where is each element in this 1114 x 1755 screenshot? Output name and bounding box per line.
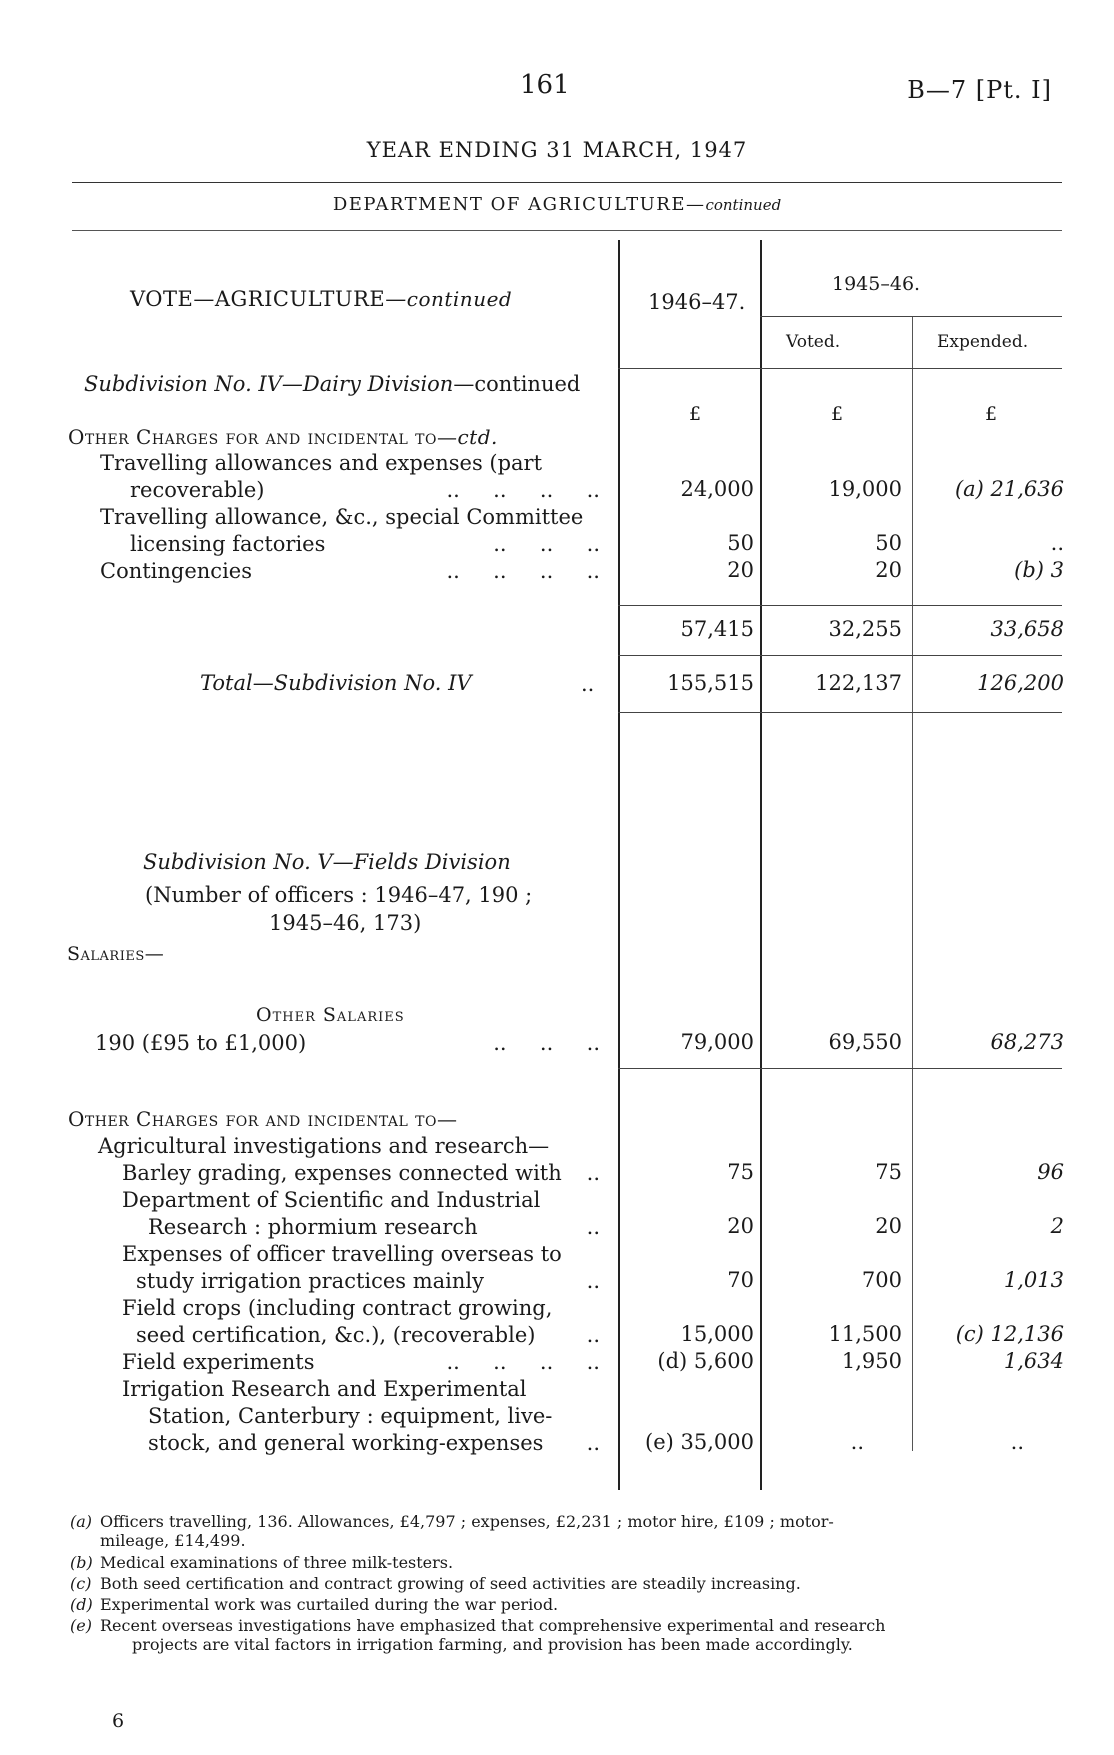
subtotal-voted: 32,255 xyxy=(828,617,902,641)
leader-dots: .. xyxy=(586,1161,600,1185)
footnote-e-tag: (e) xyxy=(70,1616,92,1635)
department-title xyxy=(0,194,1114,215)
overseas-line-1: Expenses of officer travelling overseas to xyxy=(122,1242,562,1266)
footnote-c xyxy=(70,1574,801,1593)
dsir-voted: 20 xyxy=(875,1214,902,1238)
header-bottom-rule xyxy=(618,368,1062,369)
travel-line-2-text: recoverable) xyxy=(130,478,265,502)
field-experiments-1946: (d) 5,600 xyxy=(657,1349,754,1373)
field-crops-line-2 xyxy=(136,1322,600,1349)
special-line-2-text: licensing factories xyxy=(130,532,326,556)
leader-dots: .. xyxy=(586,1323,600,1347)
footnote-d-text: Experimental work was curtailed during the war period. xyxy=(100,1595,559,1614)
contingencies-line xyxy=(100,558,600,585)
officers-line-1: (Number of officers : 1946–47, 190 ; xyxy=(145,883,533,907)
footnote-e-line-1: Recent overseas investigations have emphasized that comprehensive experimental and research xyxy=(100,1616,886,1635)
overseas-line-2-text: study irrigation practices mainly xyxy=(136,1269,485,1293)
barley-line xyxy=(122,1160,600,1187)
footnote-d-tag: (d) xyxy=(70,1595,93,1614)
officers-line-2: 1945–46, 173) xyxy=(269,911,422,935)
travel-line-2 xyxy=(130,477,600,504)
parliamentary-paper-reference: B—7 [Pt. I] xyxy=(907,76,1052,104)
salary-1946: 79,000 xyxy=(680,1030,754,1054)
field-crops-expended: (c) 12,136 xyxy=(955,1322,1064,1346)
subtotal-expended: 33,658 xyxy=(990,617,1064,641)
special-expended: .. xyxy=(1050,531,1064,555)
barley-text: Barley grading, expenses connected with xyxy=(122,1161,562,1185)
leader-dots: .. .. .. xyxy=(493,532,600,556)
overseas-1946: 70 xyxy=(727,1268,754,1292)
column-rule-left xyxy=(618,240,620,1490)
page-number: 161 xyxy=(520,70,570,100)
vote-name: VOTE—AGRICULTURE— xyxy=(130,287,407,311)
leader-dots: .. .. .. .. xyxy=(446,559,600,583)
footnote-d xyxy=(70,1595,558,1614)
barley-expended: 96 xyxy=(1037,1160,1064,1184)
travel-voted: 19,000 xyxy=(828,477,902,501)
footnote-c-text: Both seed certification and contract growing of seed activities are steadily increasing. xyxy=(100,1574,801,1593)
salaries-heading: Salaries— xyxy=(67,943,165,965)
leader-dots: .. xyxy=(586,1431,600,1455)
irrigation-line-1: Irrigation Research and Experimental xyxy=(122,1377,527,1401)
leader-dots: .. xyxy=(586,1269,600,1293)
special-1946: 50 xyxy=(727,531,754,555)
department-rule xyxy=(72,230,1062,231)
contingencies-text: Contingencies xyxy=(100,559,252,583)
field-crops-1946: 15,000 xyxy=(680,1322,754,1346)
footnote-e xyxy=(70,1616,885,1654)
leader-dots: .. .. .. .. xyxy=(446,1350,600,1374)
leader-dots: .. .. .. .. xyxy=(446,478,600,502)
irrigation-voted: .. xyxy=(850,1430,864,1454)
special-line-2 xyxy=(130,531,600,558)
footnote-a-line-1: Officers travelling, 136. Allowances, £4,797 ; expenses, £2,231 ; motor hire, £109 ; motor- xyxy=(100,1512,834,1531)
other-charges-ctd: ctd. xyxy=(457,425,498,449)
leader-dots: .. xyxy=(586,1215,600,1239)
other-salaries-heading: Other Salaries xyxy=(256,1004,405,1026)
total-expended: 126,200 xyxy=(977,671,1064,695)
total-subdivision-iv-label: Total—Subdivision No. IV xyxy=(200,671,472,695)
other-charges-text: Other Charges for and incidental to— xyxy=(68,425,458,449)
irrigation-line-2: Station, Canterbury : equipment, live- xyxy=(148,1404,553,1428)
salary-line-text: 190 (£95 to £1,000) xyxy=(95,1031,307,1055)
column-head-1946-47: 1946–47. xyxy=(648,290,746,314)
column-head-1945-46: 1945–46. xyxy=(832,273,921,295)
field-crops-voted: 11,500 xyxy=(828,1322,902,1346)
footnote-b xyxy=(70,1553,453,1572)
contingencies-expended: (b) 3 xyxy=(1014,558,1064,582)
currency-1946: £ xyxy=(689,403,702,425)
field-experiments-text: Field experiments xyxy=(122,1350,315,1374)
column-rule-voted-expended xyxy=(912,316,913,1451)
leader-dots: .. xyxy=(581,672,595,696)
currency-expended: £ xyxy=(985,403,998,425)
field-crops-line-1: Field crops (including contract growing, xyxy=(122,1296,553,1320)
vote-title xyxy=(130,287,512,311)
subdivision-iv-continued: —continued xyxy=(453,372,581,396)
subdivision-iv-title xyxy=(84,372,580,396)
contingencies-voted: 20 xyxy=(875,558,902,582)
footnote-a-line-2: mileage, £14,499. xyxy=(100,1531,246,1550)
total-rule-top xyxy=(618,655,1062,656)
field-experiments-expended: 1,634 xyxy=(1003,1349,1064,1373)
irrigation-expended: .. xyxy=(1010,1430,1024,1454)
contingencies-1946: 20 xyxy=(727,558,754,582)
field-experiments-line xyxy=(122,1349,600,1376)
officers-count xyxy=(145,881,532,937)
header-rule xyxy=(72,182,1062,183)
dsir-line-2 xyxy=(148,1214,600,1241)
travel-expended: (a) 21,636 xyxy=(954,477,1064,501)
field-experiments-voted: 1,950 xyxy=(841,1349,902,1373)
currency-voted: £ xyxy=(831,403,844,425)
footnote-b-text: Medical examinations of three milk-testers. xyxy=(100,1553,454,1572)
year-title: YEAR ENDING 31 MARCH, 1947 xyxy=(366,138,748,162)
footnote-c-tag: (c) xyxy=(70,1574,92,1593)
dsir-expended: 2 xyxy=(1050,1214,1064,1238)
travel-1946: 24,000 xyxy=(680,477,754,501)
total-voted: 122,137 xyxy=(815,671,902,695)
column-head-voted: Voted. xyxy=(786,332,841,352)
total-1946: 155,515 xyxy=(667,671,754,695)
irrigation-line-3 xyxy=(148,1430,600,1457)
dsir-line-1: Department of Scientific and Industrial xyxy=(122,1188,541,1212)
subdivision-iv-name: Subdivision No. IV—Dairy Division xyxy=(84,372,454,396)
irrigation-1946: (e) 35,000 xyxy=(645,1430,754,1454)
subtotal-rule xyxy=(618,605,1062,606)
irrigation-line-3-text: stock, and general working-expenses xyxy=(148,1431,544,1455)
agri-investigations-heading: Agricultural investigations and research— xyxy=(98,1134,550,1158)
overseas-voted: 700 xyxy=(861,1268,902,1292)
footnote-e-line-2: projects are vital factors in irrigation farming, and provision has been made accordingly. xyxy=(132,1635,853,1654)
sheet-number: 6 xyxy=(112,1710,125,1732)
other-charges-heading xyxy=(68,424,498,451)
department-continued: continued xyxy=(705,196,782,214)
dsir-1946: 20 xyxy=(727,1214,754,1238)
field-crops-line-2-text: seed certification, &c.), (recoverable) xyxy=(136,1323,536,1347)
column-rule-middle xyxy=(760,240,762,1490)
dsir-line-2-text: Research : phormium research xyxy=(148,1215,478,1239)
footnote-a xyxy=(70,1512,834,1550)
vote-continued: continued xyxy=(406,287,513,311)
salaries-rule xyxy=(618,1068,1062,1069)
subtotal-1946: 57,415 xyxy=(680,617,754,641)
footnote-b-tag: (b) xyxy=(70,1553,93,1572)
leader-dots: .. .. .. xyxy=(493,1031,600,1055)
salary-line xyxy=(95,1030,600,1057)
department-name: DEPARTMENT OF AGRICULTURE— xyxy=(332,194,706,215)
overseas-line-2 xyxy=(136,1268,600,1295)
special-voted: 50 xyxy=(875,531,902,555)
salary-voted: 69,550 xyxy=(828,1030,902,1054)
footnote-a-tag: (a) xyxy=(70,1512,93,1531)
subdivision-v-title: Subdivision No. V—Fields Division xyxy=(143,850,511,874)
column-head-expended: Expended. xyxy=(937,332,1029,352)
special-line-1: Travelling allowance, &c., special Committee xyxy=(100,505,584,529)
barley-1946: 75 xyxy=(727,1160,754,1184)
header-split-rule xyxy=(760,316,1062,317)
salary-expended: 68,273 xyxy=(990,1030,1064,1054)
barley-voted: 75 xyxy=(875,1160,902,1184)
overseas-expended: 1,013 xyxy=(1003,1268,1064,1292)
travel-line-1: Travelling allowances and expenses (part xyxy=(100,451,543,475)
other-charges-v-heading: Other Charges for and incidental to— xyxy=(68,1107,458,1131)
total-rule-bottom xyxy=(618,712,1062,713)
